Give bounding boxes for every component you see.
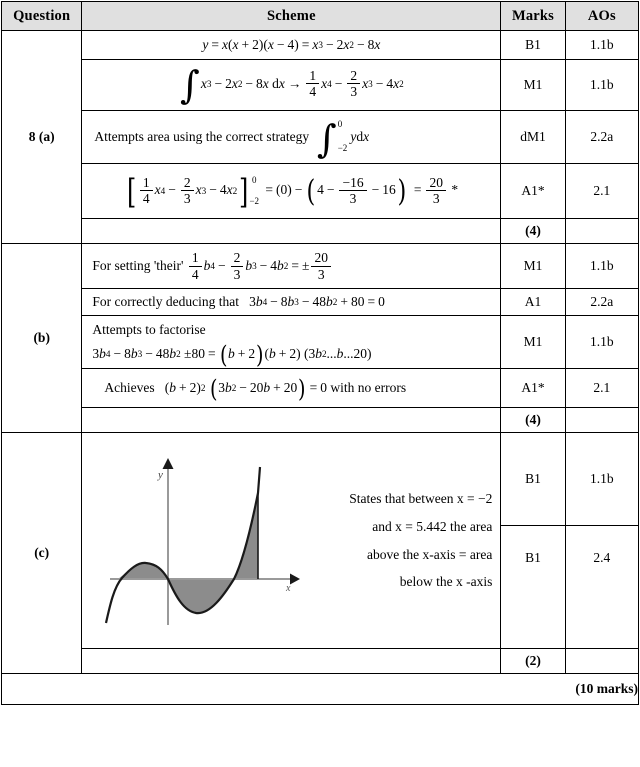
table-row [2,60,639,111]
y-axis-label: y [158,468,164,481]
header-question: Question [2,2,82,31]
x-axis-arrow [290,573,300,584]
math-expression: y = x ( x + 2)( x − 4) = x 3 − 2 x 2 − 8 x [202,36,381,52]
star-marker: * [451,182,459,198]
marks-cell-c2: B1 [501,526,565,649]
math-expression: Attempts area using the correct strategy ∫ 0 −2 y d x [94,116,370,161]
question-label-a: 8 (a) [2,31,82,244]
header-aos: AOs [565,2,638,31]
scheme-cell-b4 [82,369,501,408]
math-expression: ∫ x 3 − 2 x 2 − 8 x d x → $\frac{1}{4}$ x 4 − $\frac{2}{3}$ x 3 − 4 x 2 [180,63,404,108]
marks-cell-a2: M1 [501,60,565,111]
scheme-text-b3: Attempts to factorise [92,321,206,337]
note-line-4: below the x -axis [399,574,493,590]
table-row [2,111,639,164]
scheme-cell-c [82,433,501,649]
integral-upper-limit: 0 [337,119,343,130]
table-row [2,316,639,369]
table-row-total [2,674,639,705]
aos-cell-b4: 2.1 [565,369,638,408]
y-axis-arrow [163,458,174,469]
math-expression: For correctly deducing that 3 b 4 − 8 b 3 − 48 b 2 + 80 = 0 [92,293,384,311]
eval-lower-limit: −2 [249,195,260,206]
mark-scheme-table [1,1,639,705]
aos-cell-c-spacer [565,649,638,674]
shaded-region-middle [168,579,234,613]
scheme-cell-b3 [82,316,501,369]
aos-cell-c2: 2.4 [565,526,638,649]
scheme-cell-a-spacer [82,219,501,244]
note-line-1: States that between x = −2 [349,491,493,507]
scheme-cell-c-spacer [82,649,501,674]
note-line-2: and x = 5.442 the area [372,518,493,534]
marks-cell-c1: B1 [501,433,565,526]
marks-cell-a3: dM1 [501,111,565,164]
scheme-cell-b-spacer [82,408,501,433]
aos-cell-a3: 2.2a [565,111,638,164]
table-row-subtotal [2,408,639,433]
header-marks: Marks [501,2,565,31]
integral-lower-limit: −2 [337,143,348,153]
math-expression: Achieves ( b + 2) 2 ( 3 b 2 − 20 b + 20 ) = 0 with no errors [104,374,407,403]
note-line-3: above the x-axis = area [367,546,493,562]
scheme-text-b4-suffix: with no errors [330,379,407,395]
table-row [2,244,639,289]
scheme-cell-a2 [82,60,501,111]
subtotal-c: (2) [501,649,565,674]
scheme-text-b1: For setting 'their' [92,257,184,273]
aos-cell-a1: 1.1b [565,31,638,60]
table-row-subtotal [2,219,639,244]
aos-cell-b-spacer [565,408,638,433]
scheme-text-b4: Achieves [104,379,155,395]
scheme-text-c [349,481,500,600]
question-label-b: (b) [2,244,82,433]
scheme-text-a3: Attempts area using the correct strategy [94,128,310,144]
aos-cell-b1: 1.1b [565,244,638,289]
eval-upper-limit: 0 [251,174,257,185]
aos-cell-b3: 1.1b [565,316,638,369]
aos-cell-b2: 2.2a [565,289,638,316]
scheme-cell-a3 [82,111,501,164]
table-row [2,164,639,219]
subtotal-a: (4) [501,219,565,244]
marks-cell-a1: B1 [501,31,565,60]
math-expression: [ $\frac{1}{4}$ x 4 − $\frac{2}{3}$ x 3 − 4 x 2 ] 0 −2 = (0) − ( 4 − $\frac{-16}{3}$ − 16 ) = $\frac{20}{3}$ * [126,172,459,213]
scheme-cell-a1 [82,31,501,60]
table-row [2,31,639,60]
marks-cell-b3: M1 [501,316,565,369]
table-header-row [2,2,639,31]
header-scheme: Scheme [82,2,501,31]
subtotal-b: (4) [501,408,565,433]
marks-cell-b2: A1 [501,289,565,316]
aos-cell-a2: 1.1b [565,60,638,111]
question-label-c: (c) [2,433,82,674]
scheme-cell-b1 [82,244,501,289]
x-axis-label: x [286,582,291,594]
scheme-text-b2: For correctly deducing that [92,293,239,309]
aos-cell-a-spacer [565,219,638,244]
total-marks: (10 marks) [2,674,639,705]
marks-cell-a4: A1* [501,164,565,219]
marks-cell-b1: M1 [501,244,565,289]
aos-cell-c1: 1.1b [565,433,638,526]
scheme-cell-b2 [82,289,501,316]
table-row-subtotal [2,649,639,674]
math-expression: 3 b 4 − 8 b 3 − 48 b 2 ±80 = ( b + 2 ) ( b + 2) (3 b 2 ... b ...20) [92,340,372,369]
table-row [2,433,639,526]
shaded-region-left [118,563,168,579]
table-row [2,369,639,408]
math-expression: For setting 'their' $\frac{1}{4}$ b 4 − $\frac{2}{3}$ b 3 − 4 b 2 = ± $\frac{20}{3}$ [92,251,333,281]
graph-figure [82,439,332,642]
aos-cell-a4: 2.1 [565,164,638,219]
cubic-graph-svg [100,445,306,631]
marks-cell-b4: A1* [501,369,565,408]
scheme-cell-a4 [82,164,501,219]
table-row [2,289,639,316]
